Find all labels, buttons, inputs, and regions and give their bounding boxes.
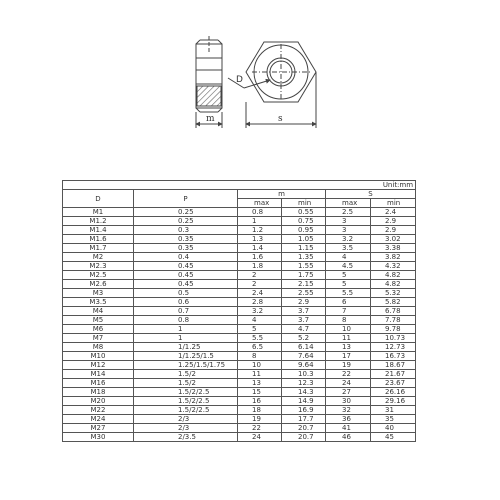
cell-p: 0.4 bbox=[134, 253, 238, 262]
cell-m-max: 1.3 bbox=[238, 235, 282, 244]
table-row bbox=[63, 316, 416, 325]
cell-m-min: 14.3 bbox=[282, 388, 326, 397]
cell-m-max: 15 bbox=[238, 388, 282, 397]
table-row bbox=[63, 253, 416, 262]
cell-p: 1.5/2/2.5 bbox=[134, 397, 238, 406]
table-row bbox=[63, 271, 416, 280]
cell-m-max: 6.5 bbox=[238, 343, 282, 352]
hex-nut-technical-drawing bbox=[0, 0, 500, 180]
dimension-label-s: s bbox=[278, 114, 283, 124]
cell-s-min: 40 bbox=[371, 424, 416, 433]
cell-p: 0.5 bbox=[134, 289, 238, 298]
cell-d: M12 bbox=[63, 361, 134, 370]
cell-p: 0.25 bbox=[134, 217, 238, 226]
cell-m-min: 12.3 bbox=[282, 379, 326, 388]
cell-p: 2/3.5 bbox=[134, 433, 238, 442]
cell-s-max: 5.5 bbox=[326, 289, 371, 298]
cell-s-min: 23.67 bbox=[371, 379, 416, 388]
table-row bbox=[63, 244, 416, 253]
cell-m-max: 8 bbox=[238, 352, 282, 361]
cell-m-max: 1 bbox=[238, 217, 282, 226]
cell-s-max: 22 bbox=[326, 370, 371, 379]
header-m: m bbox=[238, 190, 326, 199]
cell-s-max: 36 bbox=[326, 415, 371, 424]
cell-m-max: 1.8 bbox=[238, 262, 282, 271]
cell-m-max: 18 bbox=[238, 406, 282, 415]
cell-s-max: 41 bbox=[326, 424, 371, 433]
table-row bbox=[63, 298, 416, 307]
cell-m-min: 20.7 bbox=[282, 424, 326, 433]
cell-d: M4 bbox=[63, 307, 134, 316]
table-row bbox=[63, 361, 416, 370]
table-row bbox=[63, 208, 416, 217]
cell-m-max: 1.4 bbox=[238, 244, 282, 253]
cell-d: M3.5 bbox=[63, 298, 134, 307]
cell-s-max: 46 bbox=[326, 433, 371, 442]
cell-s-min: 5.32 bbox=[371, 289, 416, 298]
header-p: P bbox=[134, 190, 238, 208]
cell-m-max: 4 bbox=[238, 316, 282, 325]
cell-m-max: 10 bbox=[238, 361, 282, 370]
hatched-section bbox=[197, 86, 221, 106]
cell-p: 1.5/2 bbox=[134, 379, 238, 388]
cell-s-max: 3.2 bbox=[326, 235, 371, 244]
cell-m-min: 3.7 bbox=[282, 316, 326, 325]
cell-p: 1 bbox=[134, 334, 238, 343]
table-row bbox=[63, 388, 416, 397]
table-row bbox=[63, 307, 416, 316]
cell-s-max: 11 bbox=[326, 334, 371, 343]
cell-m-min: 1.15 bbox=[282, 244, 326, 253]
cell-s-max: 5 bbox=[326, 280, 371, 289]
cell-m-min: 2.9 bbox=[282, 298, 326, 307]
cell-s-max: 17 bbox=[326, 352, 371, 361]
cell-s-min: 2.4 bbox=[371, 208, 416, 217]
cell-s-max: 30 bbox=[326, 397, 371, 406]
table-row bbox=[63, 415, 416, 424]
cell-s-max: 4.5 bbox=[326, 262, 371, 271]
unit-row bbox=[63, 181, 416, 190]
cell-s-min: 16.73 bbox=[371, 352, 416, 361]
cell-m-min: 16.9 bbox=[282, 406, 326, 415]
cell-m-max: 16 bbox=[238, 397, 282, 406]
table-row bbox=[63, 280, 416, 289]
unit-label: Unit:mm bbox=[63, 181, 416, 190]
cell-m-max: 2.4 bbox=[238, 289, 282, 298]
table-row bbox=[63, 325, 416, 334]
cell-s-min: 31 bbox=[371, 406, 416, 415]
cell-p: 1.25/1.5/1.75 bbox=[134, 361, 238, 370]
cell-m-max: 5 bbox=[238, 325, 282, 334]
cell-s-min: 3.38 bbox=[371, 244, 416, 253]
cell-d: M10 bbox=[63, 352, 134, 361]
cell-m-min: 1.05 bbox=[282, 235, 326, 244]
header-row bbox=[63, 190, 416, 199]
cell-m-min: 4.7 bbox=[282, 325, 326, 334]
cell-s-min: 21.67 bbox=[371, 370, 416, 379]
cell-m-min: 20.7 bbox=[282, 433, 326, 442]
cell-p: 0.35 bbox=[134, 244, 238, 253]
cell-p: 0.25 bbox=[134, 208, 238, 217]
cell-s-min: 9.78 bbox=[371, 325, 416, 334]
nut-front-view bbox=[228, 42, 316, 128]
cell-d: M1.2 bbox=[63, 217, 134, 226]
cell-m-max: 0.8 bbox=[238, 208, 282, 217]
table-row bbox=[63, 262, 416, 271]
cell-s-max: 19 bbox=[326, 361, 371, 370]
cell-p: 1 bbox=[134, 325, 238, 334]
table-row bbox=[63, 289, 416, 298]
cell-m-max: 22 bbox=[238, 424, 282, 433]
cell-m-min: 0.75 bbox=[282, 217, 326, 226]
cell-d: M18 bbox=[63, 388, 134, 397]
cell-d: M2.6 bbox=[63, 280, 134, 289]
cell-m-min: 1.75 bbox=[282, 271, 326, 280]
cell-s-max: 3 bbox=[326, 217, 371, 226]
cell-p: 0.8 bbox=[134, 316, 238, 325]
cell-d: M2.3 bbox=[63, 262, 134, 271]
cell-m-min: 1.55 bbox=[282, 262, 326, 271]
cell-p: 0.45 bbox=[134, 271, 238, 280]
cell-p: 0.7 bbox=[134, 307, 238, 316]
cell-d: M20 bbox=[63, 397, 134, 406]
table-row bbox=[63, 379, 416, 388]
cell-m-max: 19 bbox=[238, 415, 282, 424]
cell-s-min: 26.16 bbox=[371, 388, 416, 397]
cell-m-max: 2 bbox=[238, 280, 282, 289]
cell-d: M14 bbox=[63, 370, 134, 379]
cell-m-min: 17.7 bbox=[282, 415, 326, 424]
table-row bbox=[63, 343, 416, 352]
cell-s-max: 8 bbox=[326, 316, 371, 325]
cell-s-max: 7 bbox=[326, 307, 371, 316]
cell-s-max: 32 bbox=[326, 406, 371, 415]
cell-m-max: 2.8 bbox=[238, 298, 282, 307]
cell-s-max: 2.5 bbox=[326, 208, 371, 217]
cell-s-min: 4.32 bbox=[371, 262, 416, 271]
cell-d: M1.4 bbox=[63, 226, 134, 235]
cell-m-max: 24 bbox=[238, 433, 282, 442]
cell-p: 0.6 bbox=[134, 298, 238, 307]
table-row bbox=[63, 235, 416, 244]
header-s-min: min bbox=[371, 199, 416, 208]
cell-s-min: 7.78 bbox=[371, 316, 416, 325]
cell-d: M30 bbox=[63, 433, 134, 442]
cell-s-min: 12.73 bbox=[371, 343, 416, 352]
cell-p: 0.45 bbox=[134, 280, 238, 289]
cell-m-min: 2.55 bbox=[282, 289, 326, 298]
table-row bbox=[63, 433, 416, 442]
cell-s-max: 5 bbox=[326, 271, 371, 280]
cell-p: 2/3 bbox=[134, 415, 238, 424]
cell-m-max: 1.2 bbox=[238, 226, 282, 235]
cell-p: 0.3 bbox=[134, 226, 238, 235]
table-row bbox=[63, 397, 416, 406]
cell-m-max: 2 bbox=[238, 271, 282, 280]
cell-s-min: 5.82 bbox=[371, 298, 416, 307]
cell-p: 1.5/2/2.5 bbox=[134, 406, 238, 415]
cell-m-min: 3.7 bbox=[282, 307, 326, 316]
cell-d: M3 bbox=[63, 289, 134, 298]
cell-d: M1.7 bbox=[63, 244, 134, 253]
dimension-label-d: D bbox=[236, 75, 243, 85]
cell-s-min: 6.78 bbox=[371, 307, 416, 316]
cell-m-max: 1.6 bbox=[238, 253, 282, 262]
cell-s-min: 4.82 bbox=[371, 271, 416, 280]
cell-s-min: 2.9 bbox=[371, 226, 416, 235]
hex-nut-dimension-table bbox=[62, 180, 416, 442]
cell-s-max: 10 bbox=[326, 325, 371, 334]
cell-m-min: 1.35 bbox=[282, 253, 326, 262]
cell-m-min: 5.2 bbox=[282, 334, 326, 343]
cell-d: M2.5 bbox=[63, 271, 134, 280]
header-d: D bbox=[63, 190, 134, 208]
dimension-label-m: m bbox=[206, 114, 215, 124]
cell-s-max: 4 bbox=[326, 253, 371, 262]
table-row bbox=[63, 424, 416, 433]
cell-s-min: 2.9 bbox=[371, 217, 416, 226]
cell-d: M5 bbox=[63, 316, 134, 325]
cell-d: M1.6 bbox=[63, 235, 134, 244]
cell-s-max: 24 bbox=[326, 379, 371, 388]
cell-p: 0.35 bbox=[134, 235, 238, 244]
header-m-max: max bbox=[238, 199, 282, 208]
cell-d: M22 bbox=[63, 406, 134, 415]
cell-m-min: 14.9 bbox=[282, 397, 326, 406]
cell-m-max: 13 bbox=[238, 379, 282, 388]
table-row bbox=[63, 352, 416, 361]
cell-p: 0.45 bbox=[134, 262, 238, 271]
cell-s-min: 3.82 bbox=[371, 253, 416, 262]
cell-s-max: 27 bbox=[326, 388, 371, 397]
header-s: S bbox=[326, 190, 416, 199]
header-s-max: max bbox=[326, 199, 371, 208]
table-row bbox=[63, 406, 416, 415]
cell-d: M24 bbox=[63, 415, 134, 424]
cell-s-max: 6 bbox=[326, 298, 371, 307]
cell-p: 2/3 bbox=[134, 424, 238, 433]
cell-d: M27 bbox=[63, 424, 134, 433]
cell-s-min: 18.67 bbox=[371, 361, 416, 370]
cell-s-min: 29.16 bbox=[371, 397, 416, 406]
cell-s-min: 10.73 bbox=[371, 334, 416, 343]
header-m-min: min bbox=[282, 199, 326, 208]
cell-s-max: 3.5 bbox=[326, 244, 371, 253]
table-row bbox=[63, 217, 416, 226]
cell-s-min: 45 bbox=[371, 433, 416, 442]
cell-d: M6 bbox=[63, 325, 134, 334]
cell-s-min: 35 bbox=[371, 415, 416, 424]
cell-m-max: 11 bbox=[238, 370, 282, 379]
cell-p: 1/1.25/1.5 bbox=[134, 352, 238, 361]
table-row bbox=[63, 334, 416, 343]
cell-s-max: 3 bbox=[326, 226, 371, 235]
table-row bbox=[63, 370, 416, 379]
cell-m-min: 2.15 bbox=[282, 280, 326, 289]
cell-m-min: 6.14 bbox=[282, 343, 326, 352]
cell-d: M8 bbox=[63, 343, 134, 352]
cell-p: 1.5/2/2.5 bbox=[134, 388, 238, 397]
cell-d: M1 bbox=[63, 208, 134, 217]
cell-s-max: 13 bbox=[326, 343, 371, 352]
cell-m-min: 7.64 bbox=[282, 352, 326, 361]
cell-m-max: 3.2 bbox=[238, 307, 282, 316]
cell-d: M2 bbox=[63, 253, 134, 262]
cell-m-min: 9.64 bbox=[282, 361, 326, 370]
cell-p: 1.5/2 bbox=[134, 370, 238, 379]
cell-d: M7 bbox=[63, 334, 134, 343]
cell-p: 1/1.25 bbox=[134, 343, 238, 352]
cell-m-min: 0.55 bbox=[282, 208, 326, 217]
cell-m-min: 0.95 bbox=[282, 226, 326, 235]
cell-s-min: 3.02 bbox=[371, 235, 416, 244]
cell-d: M16 bbox=[63, 379, 134, 388]
cell-m-max: 5.5 bbox=[238, 334, 282, 343]
cell-s-min: 4.82 bbox=[371, 280, 416, 289]
table-row bbox=[63, 226, 416, 235]
cell-m-min: 10.3 bbox=[282, 370, 326, 379]
